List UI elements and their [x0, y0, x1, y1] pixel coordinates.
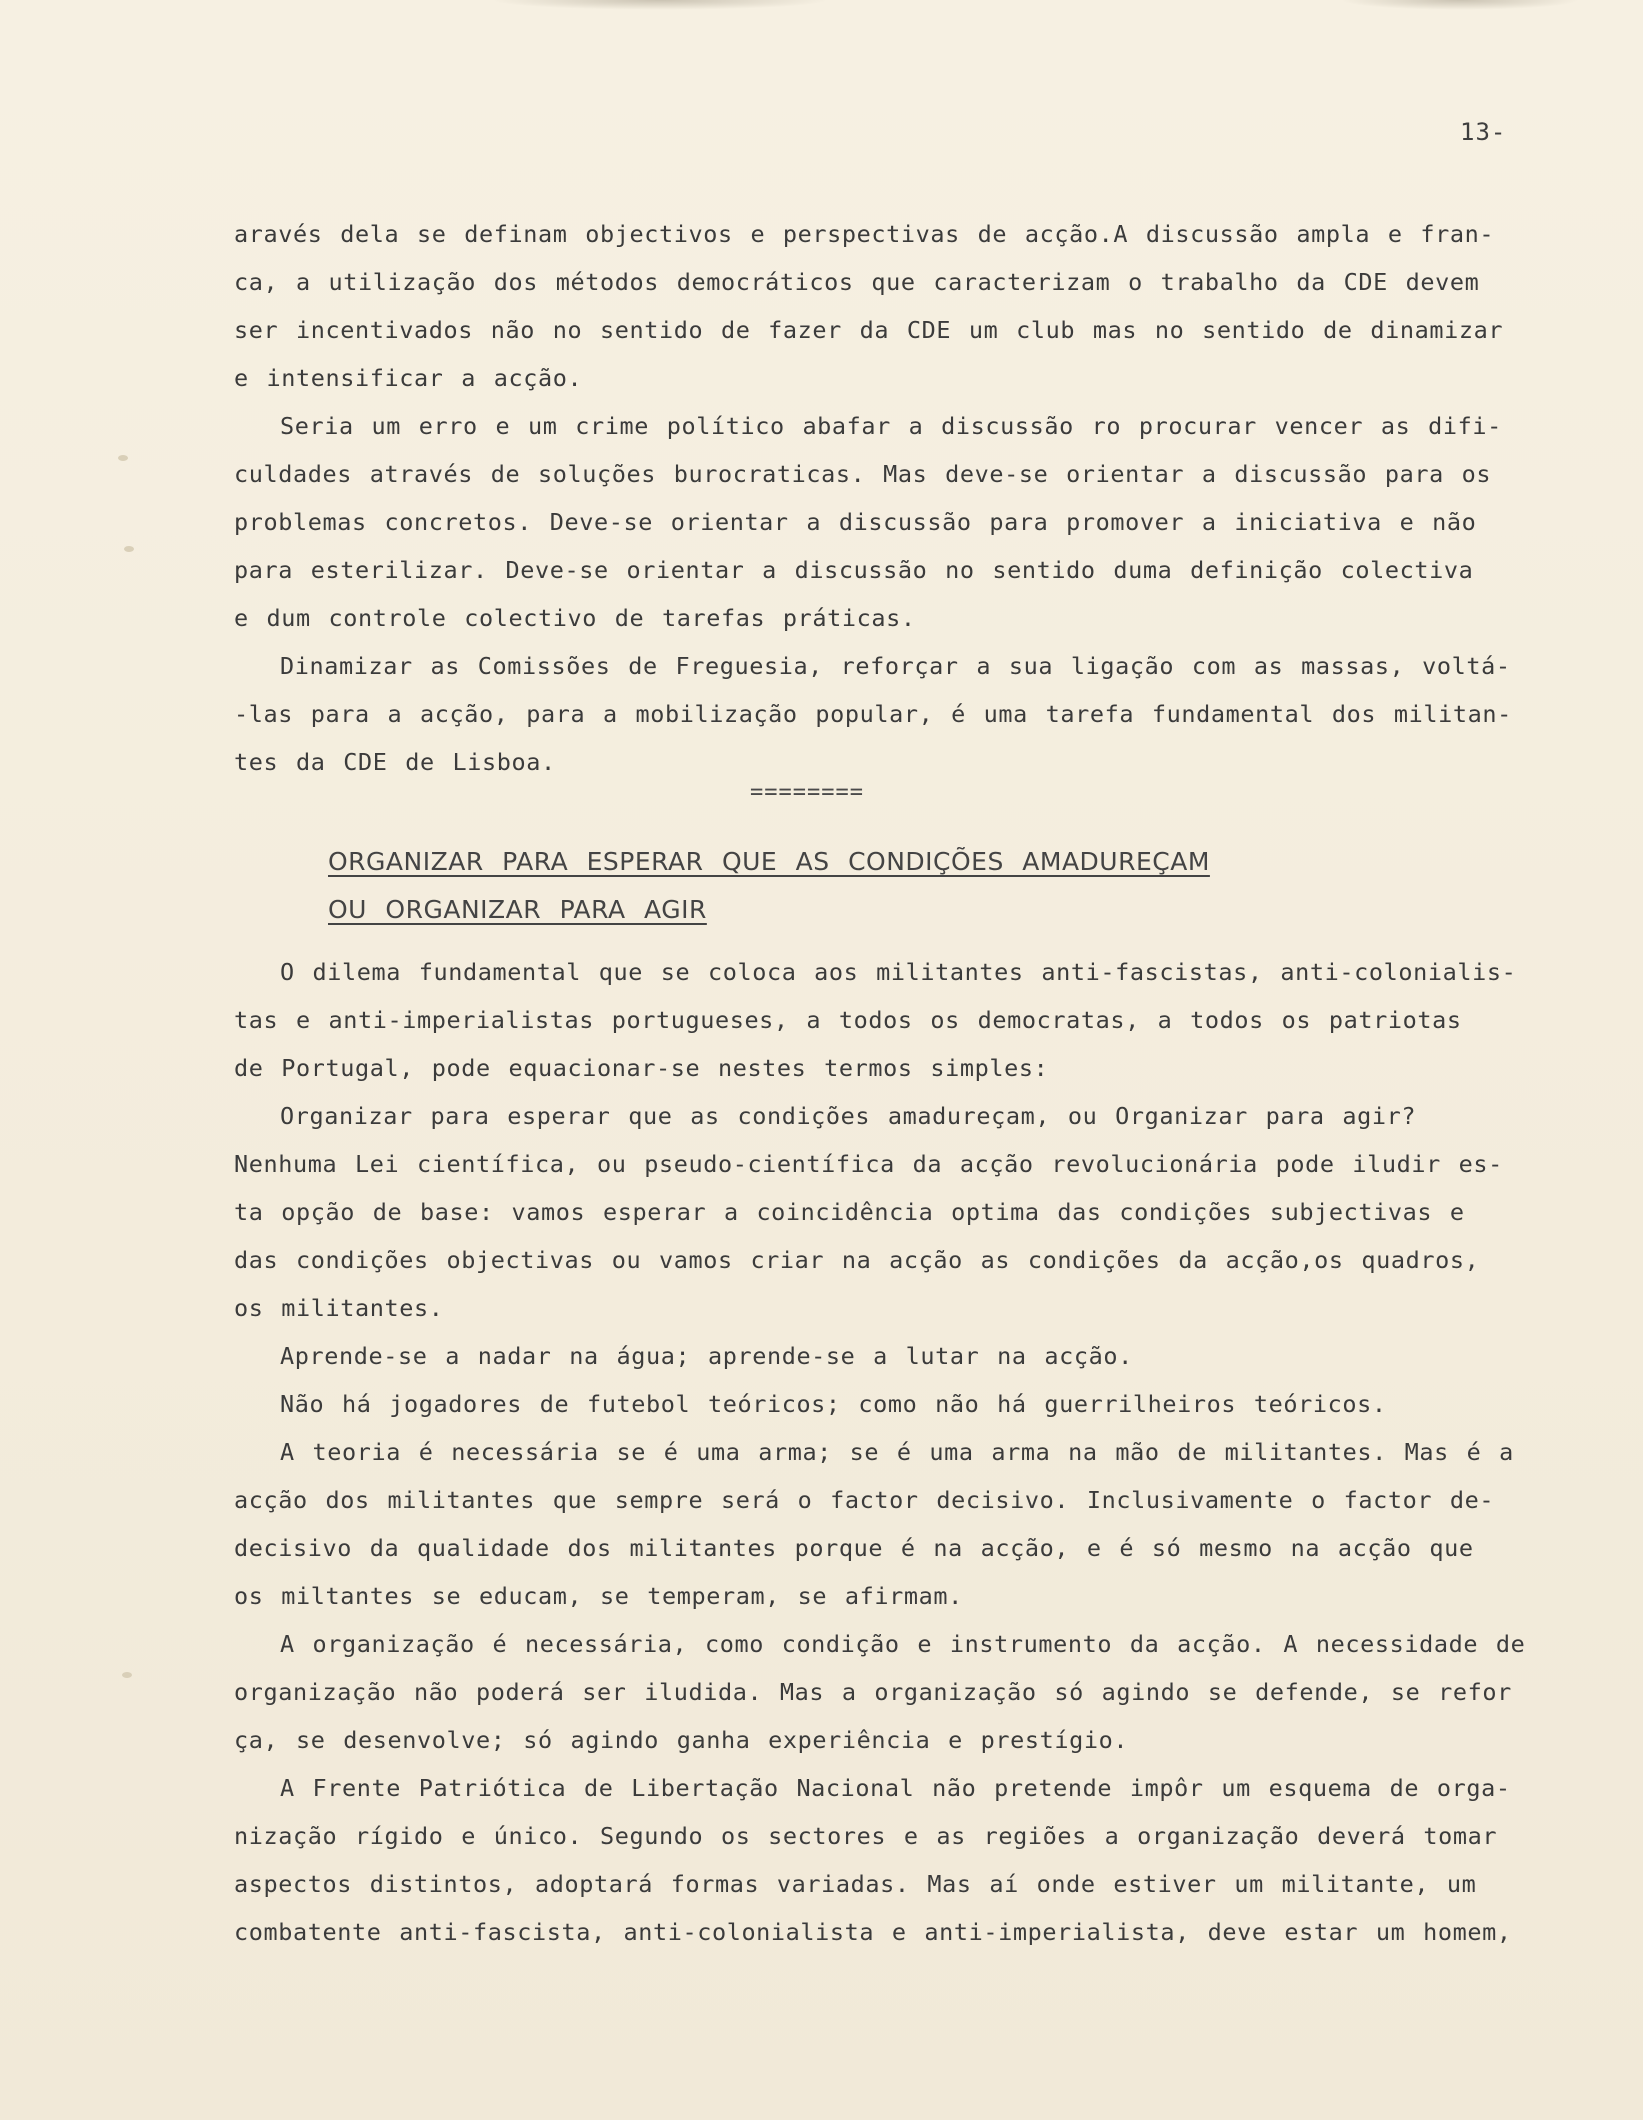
text-line: tas e anti-imperialistas portugueses, a todos os democratas, a todos os patriotas [234, 1006, 1462, 1034]
text-line: A teoria é necessária se é uma arma; se é uma arma na mão de militantes. Mas é a [280, 1438, 1514, 1466]
text-line: acção dos militantes que sempre será o factor decisivo. Inclusivamente o factor de- [234, 1486, 1495, 1514]
page-number: 13- [1460, 118, 1507, 146]
text-line: ca, a utilização dos métodos democráticos que caracterizam o trabalho da CDE devem [234, 268, 1480, 296]
text-line: Seria um erro e um crime político abafar a discussão ro procurar vencer as difi- [280, 412, 1502, 440]
text-line: -las para a acção, para a mobilização popular, é uma tarefa fundamental dos militan- [234, 700, 1512, 728]
text-line: Nenhuma Lei científica, ou pseudo-científica da acção revolucionária pode iludir es- [234, 1150, 1503, 1178]
text-line: tes da CDE de Lisboa. [234, 748, 556, 776]
text-line: aspectos distintos, adoptará formas variadas. Mas aí onde estiver um militante, um [234, 1870, 1477, 1898]
paper-mark [118, 455, 128, 461]
paragraph-block-2 [234, 948, 1564, 1946]
paper-mark [122, 1672, 132, 1678]
text-line: ça, se desenvolve; só agindo ganha experiência e prestígio. [234, 1726, 1129, 1754]
paper-mark [124, 546, 134, 552]
text-line: para esterilizar. Deve-se orientar a discussão no sentido duma definição colectiva [234, 556, 1474, 584]
text-line: ta opção de base: vamos esperar a coincidência optima das condições subjectivas e [234, 1198, 1465, 1226]
text-line: aravés dela se definam objectivos e perspectivas de acção.A discussão ampla e fran- [234, 220, 1495, 248]
text-line: combatente anti-fascista, anti-colonialista e anti-imperialista, deve estar um homem, [234, 1918, 1512, 1946]
text-line: ser incentivados não no sentido de fazer da CDE um club mas no sentido de dinamizar [234, 316, 1504, 344]
text-line: os miltantes se educam, se temperam, se afirmam. [234, 1582, 963, 1610]
text-line: problemas concretos. Deve-se orientar a discussão para promover a iniciativa e não [234, 508, 1477, 536]
section-separator: ======== [750, 780, 864, 805]
text-line: culdades através de soluções burocraticas. Mas deve-se orientar a discussão para os [234, 460, 1492, 488]
text-line: nização rígido e único. Segundo os sectores e as regiões a organização deverá tomar [234, 1822, 1498, 1850]
text-line: os militantes. [234, 1294, 444, 1322]
page-top-shadow-2 [1340, 0, 1580, 10]
text-line: Não há jogadores de futebol teóricos; como não há guerrilheiros teóricos. [280, 1390, 1387, 1418]
text-line: decisivo da qualidade dos militantes porque é na acção, e é só mesmo na acção que [234, 1534, 1474, 1562]
text-line: O dilema fundamental que se coloca aos militantes anti-fascistas, anti-colonialis- [280, 958, 1517, 986]
heading-line-2: OU ORGANIZAR PARA AGIR [328, 895, 707, 924]
text-line: e dum controle colectivo de tarefas práticas. [234, 604, 916, 632]
section-heading [328, 838, 1210, 934]
text-line: das condições objectivas ou vamos criar na acção as condições da acção,os quadros, [234, 1246, 1480, 1274]
text-line: A organização é necessária, como condição e instrumento da acção. A necessidade de [280, 1630, 1526, 1658]
paragraph-block-1 [234, 210, 1564, 786]
heading-line-1: ORGANIZAR PARA ESPERAR QUE AS CONDIÇÕES AMADUREÇAM [328, 847, 1210, 876]
text-line: e intensificar a acção. [234, 364, 583, 392]
text-line: de Portugal, pode equacionar-se nestes termos simples: [234, 1054, 1049, 1082]
text-line: A Frente Patriótica de Libertação Nacional não pretende impôr um esquema de orga- [280, 1774, 1511, 1802]
text-line: Aprende-se a nadar na água; aprende-se a lutar na acção. [280, 1342, 1133, 1370]
page-top-shadow [490, 0, 830, 10]
text-line: Organizar para esperar que as condições amadureçam, ou Organizar para agir? [280, 1102, 1417, 1130]
text-line: Dinamizar as Comissões de Freguesia, reforçar a sua ligação com as massas, voltá- [280, 652, 1511, 680]
text-line: organização não poderá ser iludida. Mas a organização só agindo se defende, se refor [234, 1678, 1512, 1706]
